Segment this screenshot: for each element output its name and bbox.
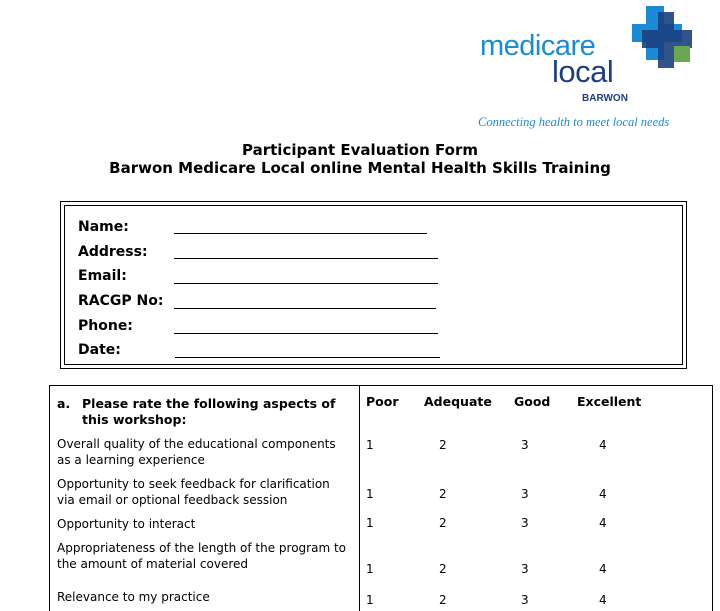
score-3-good[interactable]: 3 [521,516,529,530]
score-4-poor[interactable]: 1 [366,562,374,576]
score-2-good[interactable]: 3 [521,487,529,501]
score-5-excellent[interactable]: 4 [599,593,607,607]
column-poor: Poor [366,394,399,409]
address-line[interactable] [174,258,438,259]
column-adequate: Adequate [424,394,492,409]
form-subtitle: Barwon Medicare Local online Mental Health Skills Training [109,159,611,177]
medicare-local-cross-icon [628,2,700,82]
email-line[interactable] [174,283,438,284]
score-5-good[interactable]: 3 [521,593,529,607]
phone-label: Phone: [78,318,133,334]
form-title: Participant Evaluation Form [242,141,478,159]
racgp-line[interactable] [174,308,436,309]
score-3-poor[interactable]: 1 [366,516,374,530]
question-row-1: Overall quality of the educational components as a learning experience [57,437,336,467]
racgp-label: RACGP No: [78,293,164,309]
logo-tagline: Connecting health to meet local needs [478,115,670,129]
question-row-5: Relevance to my practice [57,590,210,604]
email-label: Email: [78,268,127,284]
medicare-local-logo [470,2,720,132]
date-label: Date: [78,342,121,358]
score-1-excellent[interactable]: 4 [599,438,607,452]
logo-region: BARWON [582,93,628,104]
table-divider [359,385,360,611]
participant-details-box [60,201,687,369]
address-label: Address: [78,244,148,260]
score-3-excellent[interactable]: 4 [599,516,607,530]
score-2-excellent[interactable]: 4 [599,487,607,501]
score-1-adequate[interactable]: 2 [439,438,447,452]
name-line[interactable] [174,233,427,234]
score-2-adequate[interactable]: 2 [439,487,447,501]
score-4-adequate[interactable]: 2 [439,562,447,576]
score-1-good[interactable]: 3 [521,438,529,452]
question-row-4: Appropriateness of the length of the program to the amount of material covered [57,541,347,571]
column-excellent: Excellent [577,394,642,409]
column-good: Good [514,394,551,409]
score-2-poor[interactable]: 1 [366,487,374,501]
section-prefix: a. [57,396,71,411]
score-1-poor[interactable]: 1 [366,438,374,452]
score-3-adequate[interactable]: 2 [439,516,447,530]
name-label: Name: [78,219,129,235]
question-row-2: Opportunity to seek feedback for clarification via email or optional feedback session [57,477,330,507]
logo-text-medicare: medicare [480,30,596,62]
score-4-excellent[interactable]: 4 [599,562,607,576]
logo-text-local: local [552,54,614,89]
section-heading: Please rate the following aspects of this workshop: [82,396,336,427]
score-5-adequate[interactable]: 2 [439,593,447,607]
score-5-poor[interactable]: 1 [366,593,374,607]
phone-line[interactable] [174,333,438,334]
date-line[interactable] [175,357,440,358]
question-row-3: Opportunity to interact [57,517,196,531]
score-4-good[interactable]: 3 [521,562,529,576]
